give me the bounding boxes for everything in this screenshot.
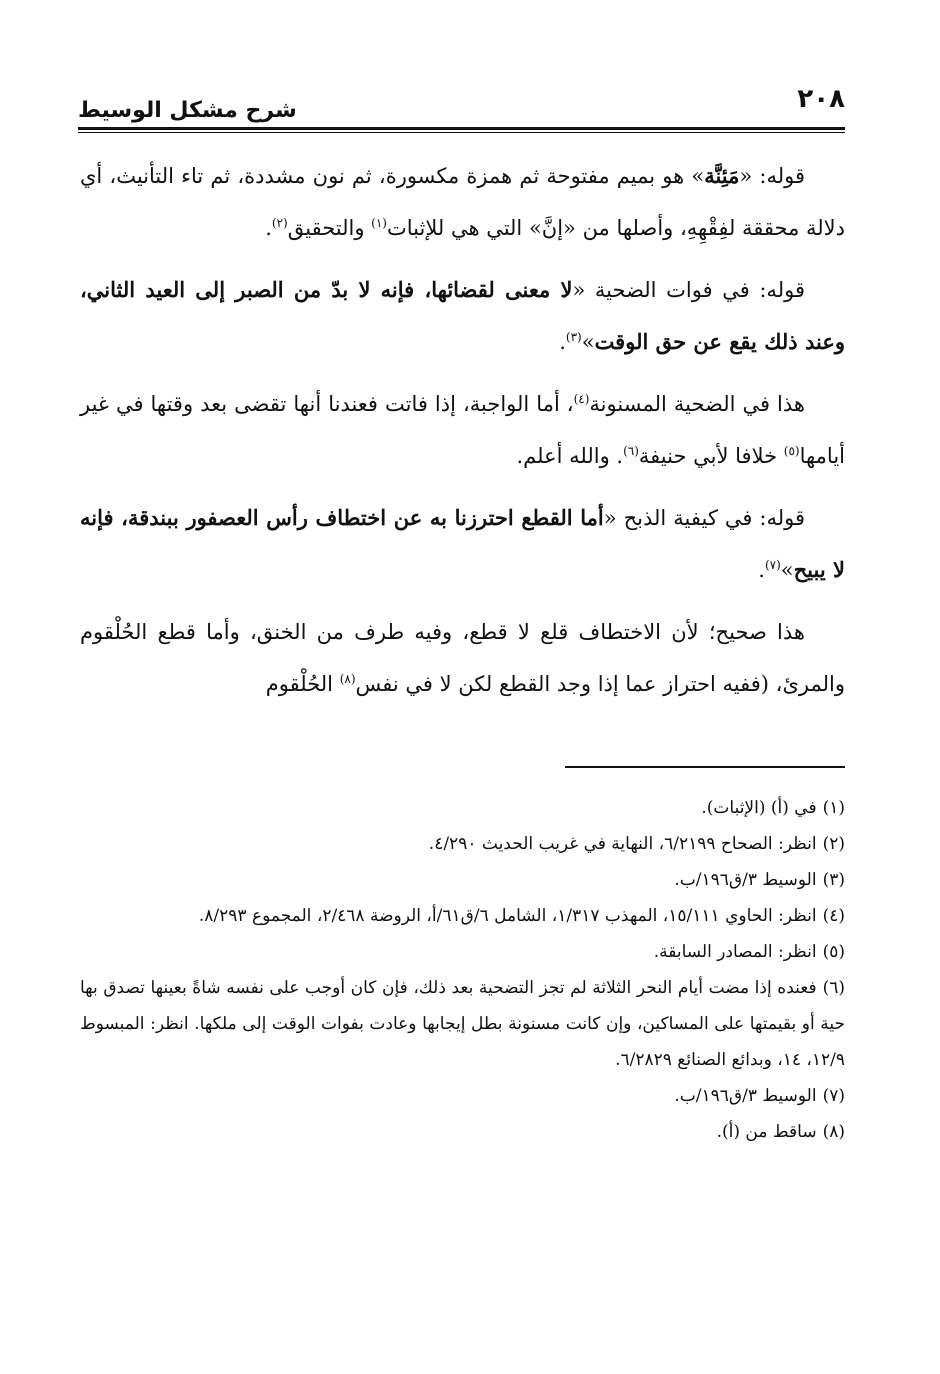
footnote-ref[interactable]: (٥) [783, 444, 800, 458]
footnote-number: (٧) [822, 1086, 845, 1106]
footnote-number: (٤) [822, 906, 845, 926]
paragraph-3 [80, 378, 845, 482]
header-rule-thick [78, 127, 845, 130]
paragraph-text: . [559, 330, 566, 354]
paragraph-4 [80, 492, 845, 596]
footnote-text: الوسيط ٣/ق١٩٦/ب. [674, 1086, 817, 1106]
footnote-text: انظر: المصادر السابقة. [653, 942, 817, 962]
footnote-7 [80, 1078, 845, 1114]
footnotes [80, 790, 845, 1150]
footnote-ref[interactable]: (٧) [764, 558, 781, 572]
footnote-text: الوسيط ٣/ق١٩٦/ب. [674, 870, 817, 890]
paragraph-text: » هو بميم مفتوحة ثم همزة مكسورة، ثم نون مشددة، ثم تاء التأنيث، أي دلالة محققة لفِقْهِهِ، وأصلها من «إنَّ» التي هي للإثبات [80, 164, 845, 240]
paragraph-1 [80, 150, 845, 254]
paragraph-text: قوله: « [739, 164, 805, 188]
paragraph-text: ، أما الواجبة، إذا فاتت فعندنا أنها تقضى بعد وقتها في غير أيامها [80, 392, 845, 468]
main-text [80, 150, 845, 720]
paragraph-text: . والله أعلم. [516, 444, 624, 468]
quoted-text: أما القطع احترزنا به عن اختطاف رأس العصفور ببندقة، فإنه لا يبيح [80, 505, 845, 582]
paragraph-text: » [780, 558, 794, 582]
footnote-3 [80, 862, 845, 898]
quoted-term: مَئِنَّة [704, 163, 740, 188]
footnote-5 [80, 934, 845, 970]
page-number: ٢٠٨ [797, 84, 845, 114]
footnote-number: (٣) [822, 870, 845, 890]
footnote-ref[interactable]: (٤) [573, 392, 590, 406]
paragraph-text: . [265, 216, 272, 240]
footnote-ref[interactable]: (٣) [565, 330, 582, 344]
footnote-ref[interactable]: (٦) [623, 444, 639, 458]
paragraph-text: » [581, 330, 595, 354]
footnote-number: (٦) [822, 978, 845, 998]
paragraph-text: هذا في الضحية المسنونة [589, 392, 805, 416]
footnote-text: انظر: الحاوي ١٥/١١١، المهذب ١/٣١٧، الشامل ٦/ق٦١/أ، الروضة ٢/٤٦٨، المجموع ٨/٢٩٣. [198, 906, 817, 926]
footnote-ref[interactable]: (٢) [271, 216, 288, 230]
footnote-number: (٢) [822, 834, 845, 854]
footnote-number: (٥) [822, 942, 845, 962]
footnote-ref[interactable]: (٨) [339, 672, 356, 686]
footnote-ref[interactable]: (١) [371, 216, 387, 230]
paragraph-text: قوله: في كيفية الذبح « [603, 506, 805, 530]
footnote-2 [80, 826, 845, 862]
footnote-number: (٨) [822, 1122, 845, 1142]
paragraph-text: الحُلْقوم [265, 672, 340, 696]
header-rule-thin [78, 132, 845, 133]
footnote-6 [80, 970, 845, 1078]
paragraph-text: قوله: في فوات الضحية « [572, 278, 805, 302]
footnote-text: في (أ) (الإثبات). [701, 798, 817, 818]
footnote-text: فعنده إذا مضت أيام النحر الثلاثة لم تجز التضحية بعد ذلك، فإن كان أوجب على نفسه شاةً بعينها تصدق بها حية أو بقيمتها على المساكين، وإن كانت مسنونة بطل إيجابها وعادت بفوات الوقت إلى ملكها. انظر: المبسوط ١٢/٩، ١٤، وبدائع الصنائع ٦/٢٨٢٩. [80, 978, 845, 1070]
footnote-text: انظر: الصحاح ٦/٢١٩٩، النهاية في غريب الحديث ٤/٢٩٠. [428, 834, 817, 854]
paragraph-text: والتحقيق [287, 216, 372, 240]
footnote-8 [80, 1114, 845, 1150]
page-header [78, 84, 845, 128]
paragraph-text: هذا صحيح؛ لأن الاختطاف قلع لا قطع، وفيه طرف من الخنق، وأما قطع الحُلْقوم والمرئ، (ففيه احتراز عما إذا وجد القطع لكن لا في نفس [80, 620, 845, 696]
footnote-4 [80, 898, 845, 934]
paragraph-5 [80, 606, 845, 710]
paragraph-text: . [758, 558, 765, 582]
paragraph-2 [80, 264, 845, 368]
footnote-separator [565, 766, 845, 768]
quoted-text: لا معنى لقضائها، فإنه لا بدّ من الصبر إلى العيد الثاني، وعند ذلك يقع عن حق الوقت [80, 277, 845, 354]
footnote-text: ساقط من (أ). [716, 1122, 817, 1142]
paragraph-text: خلافا لأبي حنيفة [638, 444, 784, 468]
footnote-number: (١) [822, 798, 845, 818]
footnote-1 [80, 790, 845, 826]
running-title: شرح مشكل الوسيط [78, 98, 297, 123]
